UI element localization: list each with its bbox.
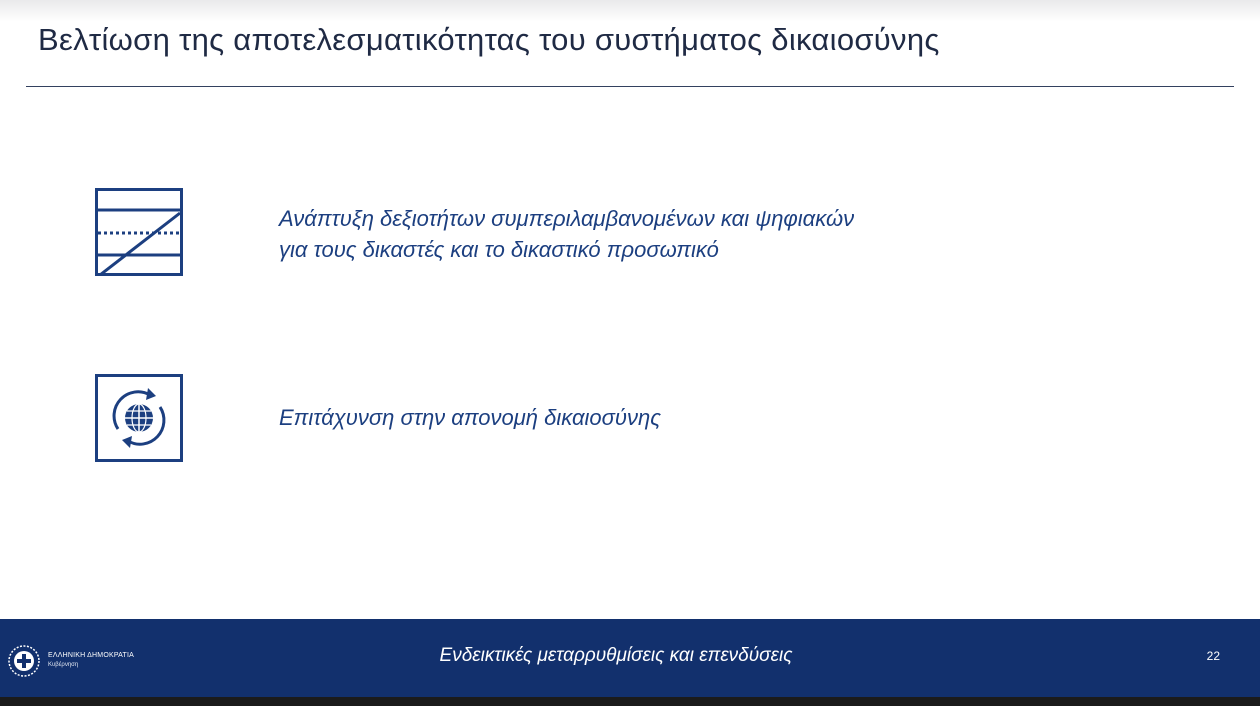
top-shade <box>0 0 1260 22</box>
globe-cycle-icon <box>95 374 183 462</box>
chart-line-icon <box>95 188 183 276</box>
slide-title: Βελτίωση της αποτελεσματικότητας του συστήματος δικαιοσύνης <box>38 22 940 57</box>
logo-text-secondary: Κυβέρνηση <box>48 662 79 668</box>
logo-text-primary: ΕΛΛΗΝΙΚΗ ΔΗΜΟΚΡΑΤΙΑ <box>48 652 135 659</box>
item-skills-line1: Ανάπτυξη δεξιοτήτων συμπεριλαμβανομένων και ψηφιακών <box>279 206 855 231</box>
footer-bar <box>0 619 1260 697</box>
footer-caption: Ενδεικτικές μεταρρυθμίσεις και επενδύσεις <box>439 645 793 666</box>
bottom-strip <box>0 697 1260 706</box>
item-justice-text <box>279 402 661 433</box>
item-justice-line1: Επιτάχυνση στην απονομή δικαιοσύνης <box>279 405 661 430</box>
item-skills-line2: για τους δικαστές και το δικαστικό προσωπικό <box>279 237 719 262</box>
item-skills-text <box>279 203 854 265</box>
title-divider <box>26 86 1234 87</box>
page-number: 22 <box>1206 649 1220 663</box>
